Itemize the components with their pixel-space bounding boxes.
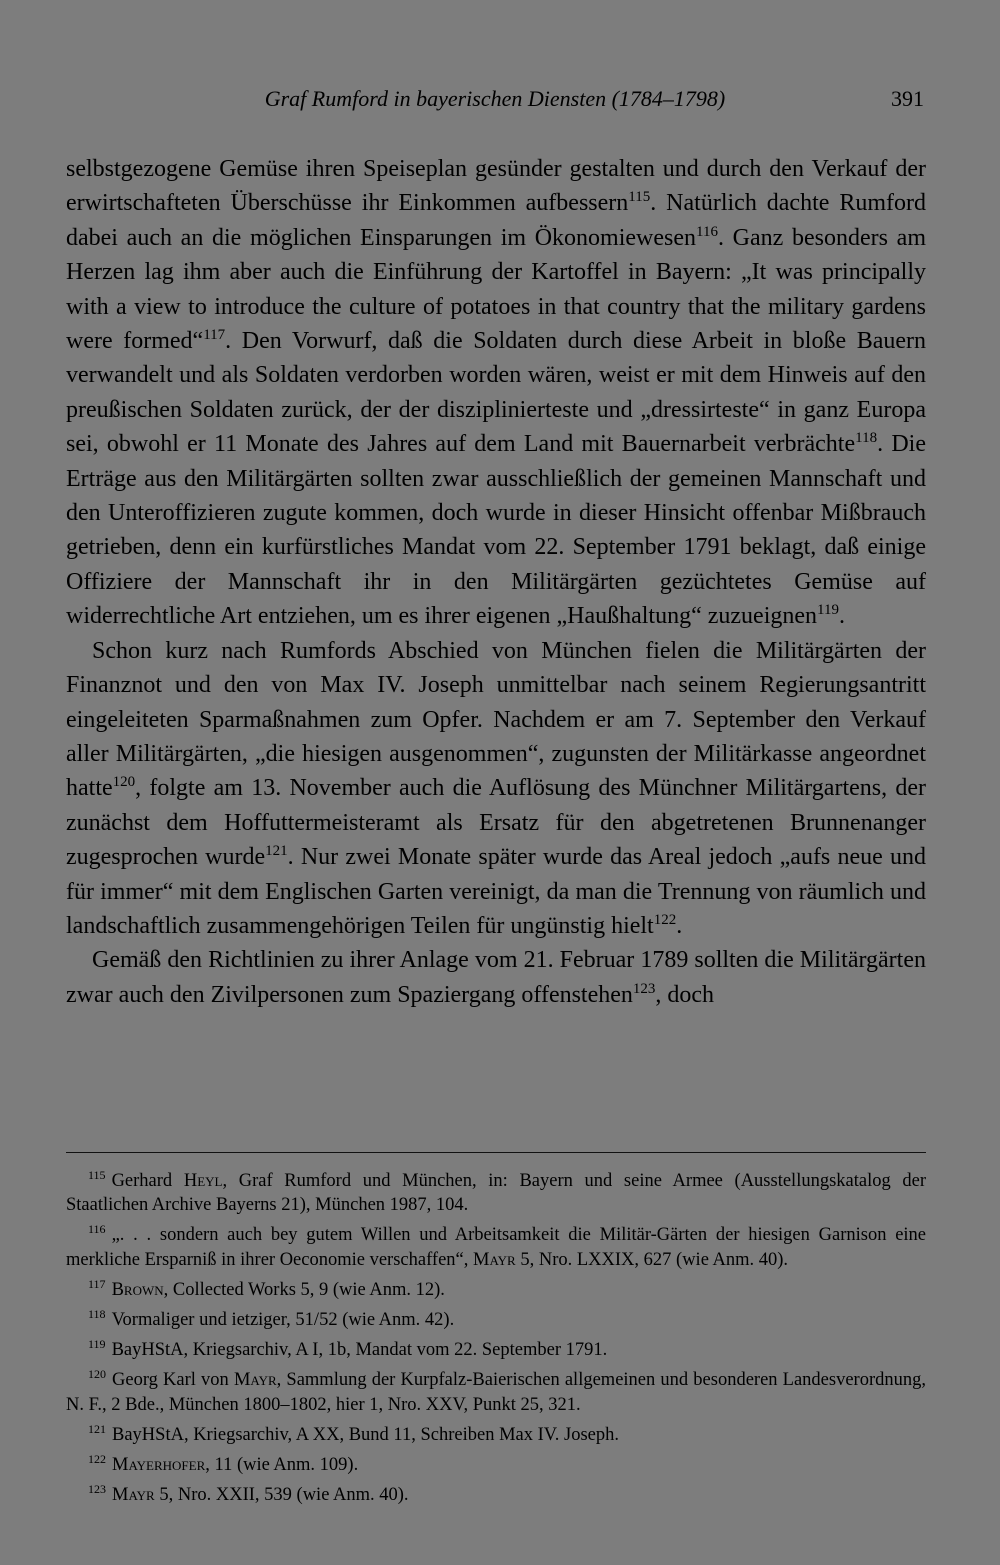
text-run: Gemäß den Richtlinien zu ihrer Anlage vom 21. Februar 1789 sollten die Militärgärten zwar auch den Zivilpersonen zum Spaziergang offenstehen [66,947,926,1008]
text-run: , doch [655,981,715,1008]
text-run: , 11 (wie Anm. 109). [205,1455,359,1476]
footnote [66,1163,926,1217]
text-run: . [676,912,683,939]
page-number: 391 [891,86,924,111]
author-name: Mayr [112,1485,155,1506]
text-run: , Sammlung der Kurpfalz-Baierischen allgemeinen und besonderen Landesverordnung, N. F., 2 Bde., München 1800–1802, hier 1, Nro. XXV, Punkt 25, 321. [66,1370,926,1415]
footnote [66,1362,926,1416]
text-run: Schon kurz nach Rumfords Abschied von München fielen die Militärgärten der Finanznot und den von Max IV. Joseph unmittelbar nach seinem Regierungsantritt eingeleiteten Sparmaßnahmen zum Opfer. Nachdem er am 7. September den Verkauf aller Militärgärten, „die hiesigen ausgenommen“, zugunsten der Militärkasse angeordnet hatte [66,637,926,802]
text-run: , Collected Works 5, 9 (wie Anm. 12). [163,1279,445,1300]
running-head: Graf Rumford in bayerischen Diensten (1784–1798) [264,86,726,111]
text-run: BayHStA, Kriegsarchiv, A XX, Bund 11, Schreiben Max IV. Joseph. [112,1424,619,1445]
footnote [66,1272,926,1302]
footnote-reference[interactable]: 118 [855,430,878,447]
footnote [66,1217,926,1271]
author-name: Mayerhofer [112,1455,206,1476]
footnote-reference[interactable]: 115 [628,189,651,206]
footnote [66,1417,926,1447]
text-run: BayHStA, Kriegsarchiv, A I, 1b, Mandat vom 22. September 1791. [111,1340,608,1361]
footnote [66,1332,926,1362]
author-name: Mayr [233,1370,277,1391]
text-run: 5, Nro. LXXIX, 627 (wie Anm. 40). [515,1249,789,1270]
footnote-number: 119 [88,1337,106,1352]
footnote-number: 121 [88,1421,106,1436]
text-run: , folgte am 13. November auch die Auflösung des Münchner Militärgartens, der zunächst dem Hoffuttermeisteramt als Ersatz für den abgetretenen Brunnenanger zugesprochen wurde [66,775,926,871]
footnote [66,1302,926,1332]
footnote-number: 116 [88,1222,106,1237]
text-run: 5, Nro. XXII, 539 (wie Anm. 40). [154,1485,409,1506]
footnote-number: 118 [88,1307,106,1322]
text-run: . Nur zwei Monate später wurde das Areal jedoch „aufs neue und für immer“ mit dem Englischen Garten vereinigt, da man die Trennung von räumlich und landschaftlich zusammengehörigen Teilen für ungünstig hielt [66,844,926,939]
footnote-reference[interactable]: 119 [817,602,839,619]
paragraph [66,943,926,1012]
author-name: Mayr [473,1249,516,1270]
footnote [66,1447,926,1477]
text-run: „. . . sondern auch bey gutem Willen und Arbeitsamkeit die Militär-Gärten der hiesigen Garnison eine merkliche Ersparniß in ihrer Oeconomie verschaffen“, [66,1225,926,1270]
text-run: . [838,603,845,630]
footnote-reference[interactable]: 120 [112,774,136,791]
text-run: selbstgezogene Gemüse ihren Speiseplan gesünder gestalten und durch den Verkauf der erwirtschafteten Überschüsse ihr Einkommen aufbessern [66,156,926,217]
footnote-reference[interactable]: 116 [696,223,718,240]
text-run: , Graf Rumford und München, in: Bayern und seine Armee (Ausstellungskatalog der Staatlichen Archive Bayerns 21), München 1987, 104. [66,1171,927,1216]
footnote-reference[interactable]: 123 [632,980,656,997]
text-run: . Den Vorwurf, daß die Soldaten durch diese Arbeit in bloße Bauern verwandelt und als Soldaten verdorben worden wären, weist er mit dem Hinweis auf den preußischen Soldaten zurück, der der diszipliniertestе und „dressirteste“ in ganz Europa sei, obwohl er 11 Monate des Jahres auf dem Land mit Bauernarbeit verbrächte [66,328,926,458]
main-text [66,152,926,1012]
author-name: Heyl [183,1171,223,1191]
text-run: . Natürlich dachte Rumford dabei auch an die möglichen Einsparungen im Ökonomiewesen [66,190,926,251]
footnote-divider [66,1152,926,1153]
footnote-number: 115 [88,1168,106,1182]
text-run: . Die Erträge aus den Militärgärten sollten zwar ausschließlich der gemeinen Mannschaft und den Unteroffizieren zugute kommen, doch wurde in dieser Hinsicht offenbar Mißbrauch getrieben, denn ein kurfürstliches Mandat vom 22. September 1791 beklagt, daß einige Offiziere der Mannschaft ihr in den Militärgärten gezüchtetes Gemüse auf widerrechtliche Art entziehen, um es ihrer eigenen „Haußhaltung“ zuzueignen [66,431,926,630]
footnote-number: 120 [88,1367,106,1382]
footnotes-section [66,1163,926,1507]
footnote-reference[interactable]: 117 [203,327,226,344]
text-run: Vormaliger und ietziger, 51/52 (wie Anm. 42). [111,1310,455,1331]
footnote-number: 123 [88,1482,106,1497]
footnote [66,1477,926,1507]
text-run: Gerhard [111,1171,184,1191]
footnote-reference[interactable]: 122 [653,911,677,928]
author-name: Brown [111,1279,164,1300]
paragraph [66,634,926,944]
page-header [66,86,924,116]
paragraph [66,152,926,634]
footnote-number: 122 [88,1452,106,1467]
footnote-reference[interactable]: 121 [265,843,288,860]
text-run: . Ganz besonders am Herzen lag ihm aber auch die Einführung der Kartoffel in Bayern: „It was principally with a view to introduce the culture of potatoes in that country that the military gardens were formed“ [66,224,927,355]
footnote-number: 117 [88,1276,106,1291]
text-run: Georg Karl von [112,1370,234,1391]
